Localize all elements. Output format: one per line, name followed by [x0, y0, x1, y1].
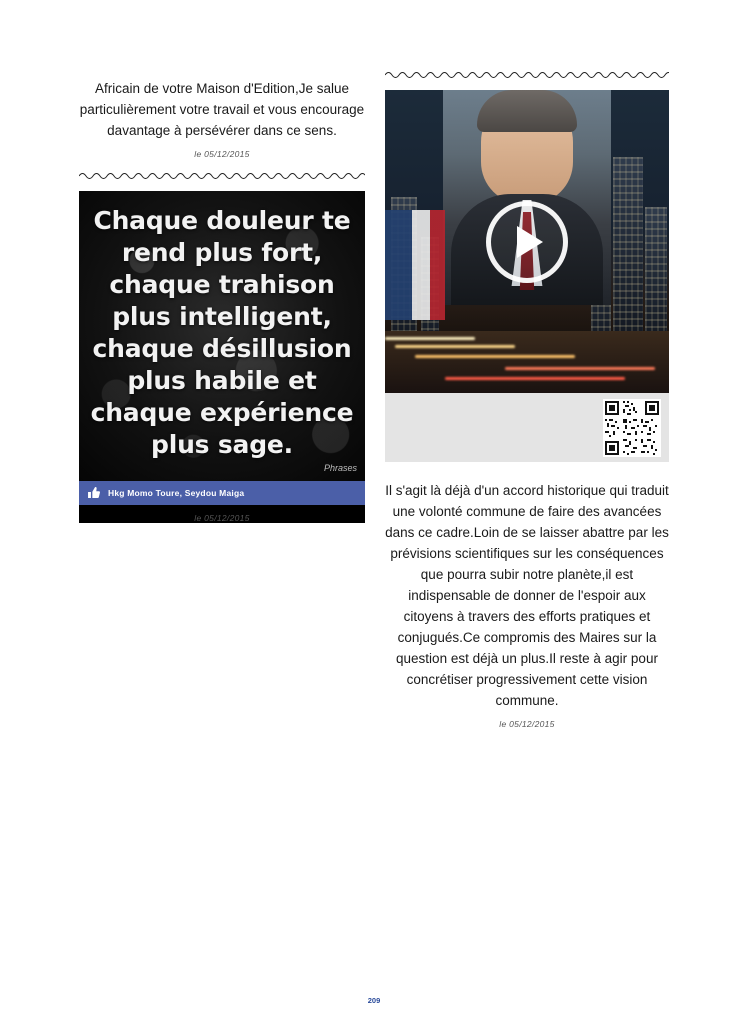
quote-text: Chaque douleur te rend plus fort, chaque trahison plus intelligent, chaque désillusion plus habile et chaque expérience plus sage.	[90, 206, 354, 459]
video-post[interactable]	[385, 90, 669, 462]
wavy-divider	[385, 70, 669, 80]
video-thumbnail[interactable]	[385, 90, 669, 393]
like-names-label: Hkg Momo Toure, Seydou Maiga	[108, 488, 245, 498]
building	[613, 157, 643, 347]
post-body-text: Africain de votre Maison d'Edition,Je salue particulièrement votre travail et vous encourage davantage à persévérer dans ce sens.	[79, 81, 365, 138]
right-column	[385, 70, 669, 729]
building	[645, 207, 667, 347]
post-body-text: Il s'agit là déjà d'un accord historique qui traduit une volonté commune de faire des avancées dans ce cadre.Loin de se laisser abattre par les prévisions scientifiques sur les conséquences que pourra subir notre planète,il est indispensable de donner de l'espoir aux citoyens à travers des efforts pratiques et conjugués.Ce compromis des Maires sur la question est déjà un plus.Il reste à agir pour concrétiser progressivement cette vision commune.	[385, 483, 669, 708]
left-column	[79, 78, 365, 523]
post-date: le 05/12/2015	[194, 149, 250, 159]
quote-image	[79, 191, 365, 481]
post-date: le 05/12/2015	[194, 513, 250, 523]
play-button-icon[interactable]	[486, 201, 568, 283]
thumbs-up-icon	[87, 486, 101, 500]
page-number: 209	[367, 996, 381, 1005]
wavy-divider	[79, 171, 365, 181]
post-date: le 05/12/2015	[499, 719, 555, 729]
video-footer	[385, 393, 669, 462]
quote-image-post	[79, 191, 365, 523]
quote-credit: Phrases	[323, 463, 357, 473]
qr-code-icon[interactable]	[603, 399, 661, 457]
flag	[385, 210, 445, 320]
road	[385, 331, 669, 393]
like-bar	[79, 481, 365, 505]
post-text-block	[385, 480, 669, 729]
post-text-block	[79, 78, 365, 159]
